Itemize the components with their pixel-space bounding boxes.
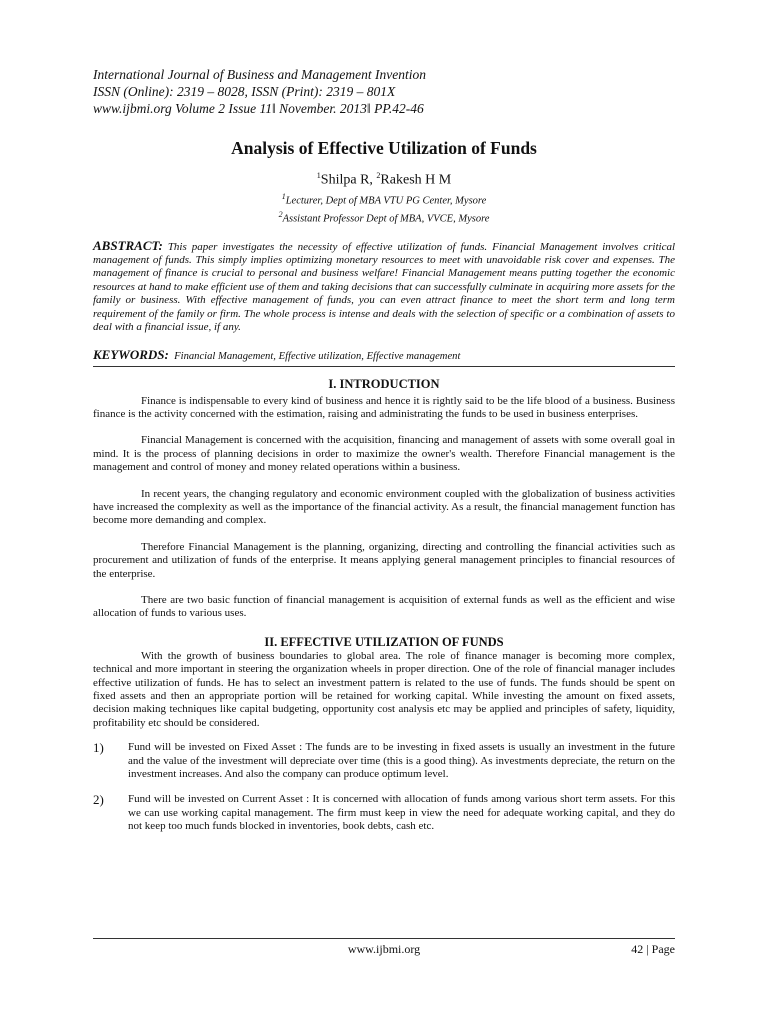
section-heading-introduction: I. INTRODUCTION	[328, 376, 440, 391]
paper-page	[93, 66, 675, 834]
list-number: 1)	[93, 740, 104, 756]
list-text: Fund will be invested on Fixed Asset : The funds are to be investing in fixed assets is usually an investment in the future and the value of the investment will depreciate over time (this is a good thing). As investments depreciate, the return on the investment increases. And also the company can produce optimum level.	[128, 741, 675, 781]
author2-name: Rakesh H M	[380, 172, 452, 188]
journal-name: International Journal of Business and Management Invention	[93, 67, 426, 82]
author-list	[93, 171, 675, 189]
intro-paragraph: Therefore Financial Management is the planning, organizing, directing and controlling the financial activities such as procurement and utilization of funds of the enterprise. It means applying general management principles to financial resources of the enterprise.	[93, 540, 675, 580]
footer-website-link[interactable]: www.ijbmi.org	[347, 942, 421, 956]
list-text: Fund will be invested on Current Asset : It is concerned with allocation of funds among various short term assets. For this we can use working capital management. The firm must keep in view the need for adequate working capital, and they do not keep too much funds blocked in inventories, book debts, cash etc.	[128, 793, 675, 833]
section-heading-effective-utilization: II. EFFECTIVE UTILIZATION OF FUNDS	[264, 634, 504, 649]
keywords	[93, 347, 675, 363]
journal-header	[93, 66, 675, 117]
affil2-text: Assistant Professor Dept of MBA, VVCE, Mysore	[282, 213, 490, 225]
affil1-text: Lecturer, Dept of MBA VTU PG Center, Mysore	[285, 195, 487, 207]
affiliation-1	[93, 190, 675, 209]
abstract-text: This paper investigates the necessity of effective utilization of funds. Financial Management involves critical management of funds. This simply implies optimizing monetary resources to meet with unavoidable risk cover and expenses. The management of finance is crucial to personal and business welfare! Financial Management means putting together the economic resources at hand to make efficient use of them and taking decisions that can successfully culminate in acquiring more assets for the family or business. With effective management of funds, you can even attract finance to meet the short term and long term requirement of the family or firm. The whole process is intense and deals with the selection of specific or a combination of assets to deal with a financial issue, if any.	[93, 240, 676, 334]
list-item	[93, 741, 675, 781]
section-divider	[93, 366, 675, 367]
keywords-label: KEYWORDS:	[93, 346, 169, 362]
author1-sup: 1	[316, 171, 321, 180]
paper-title: Analysis of Effective Utilization of Funds	[231, 138, 537, 158]
keywords-text: Financial Management, Effective utilization, Effective management	[174, 350, 461, 362]
abstract-label: ABSTRACT:	[93, 237, 163, 253]
affiliation-2	[93, 208, 675, 227]
intro-paragraph: Finance is indispensable to every kind of business and hence it is rightly said to be the life blood of a business. Business finance is the activity concerned with the estimation, raising and administrating the funds to be used in business enterprises.	[93, 394, 675, 420]
page-number: 42 | Page	[631, 942, 675, 956]
journal-volume: www.ijbmi.org Volume 2 Issue 11ǁ November. 2013ǁ PP.42-46	[93, 101, 424, 116]
affil1-sup: 1	[281, 191, 286, 201]
author1-name: Shilpa R,	[320, 172, 377, 188]
intro-paragraph: Financial Management is concerned with the acquisition, financing and management of assets with some overall goal in mind. It is the process of planning decisions in order to maximize the owner's wealth. Therefore Financial management is the management and control of money and money related operations within a business.	[93, 434, 675, 474]
author2-sup: 2	[376, 171, 381, 180]
abstract	[93, 239, 675, 335]
intro-paragraph: In recent years, the changing regulatory and economic environment coupled with the globalization of business activities have increased the complexity as well as the importance of the financial activity. As a result, the financial management function has become more demanding and complex.	[93, 487, 675, 527]
page-footer	[93, 938, 675, 959]
list-item	[93, 793, 675, 833]
list-number: 2)	[93, 792, 104, 808]
affil2-sup: 2	[278, 210, 283, 220]
intro-paragraph: There are two basic function of financial management is acquisition of external funds as well as the efficient and wise allocation of funds to various uses.	[93, 593, 675, 620]
journal-issn: ISSN (Online): 2319 – 8028, ISSN (Print): 2319 – 801X	[93, 84, 396, 99]
section2-paragraph: With the growth of business boundaries to global area. The role of finance manager is becoming more complex, technical and more important in steering the organization wheels in proper direction. One of the role of financial manager includes effective utilization of funds. He has to select an investment pattern is related to the use of funds. The funds should be spent on fixed assets and then an appropriate portion will be retained for working capital. While investing the amount on fixed assets, decision making techniques like capital budgeting, opportunity cost analysis etc may be applied and principles of safety, liquidity, profitability etc should be considered.	[93, 649, 675, 729]
